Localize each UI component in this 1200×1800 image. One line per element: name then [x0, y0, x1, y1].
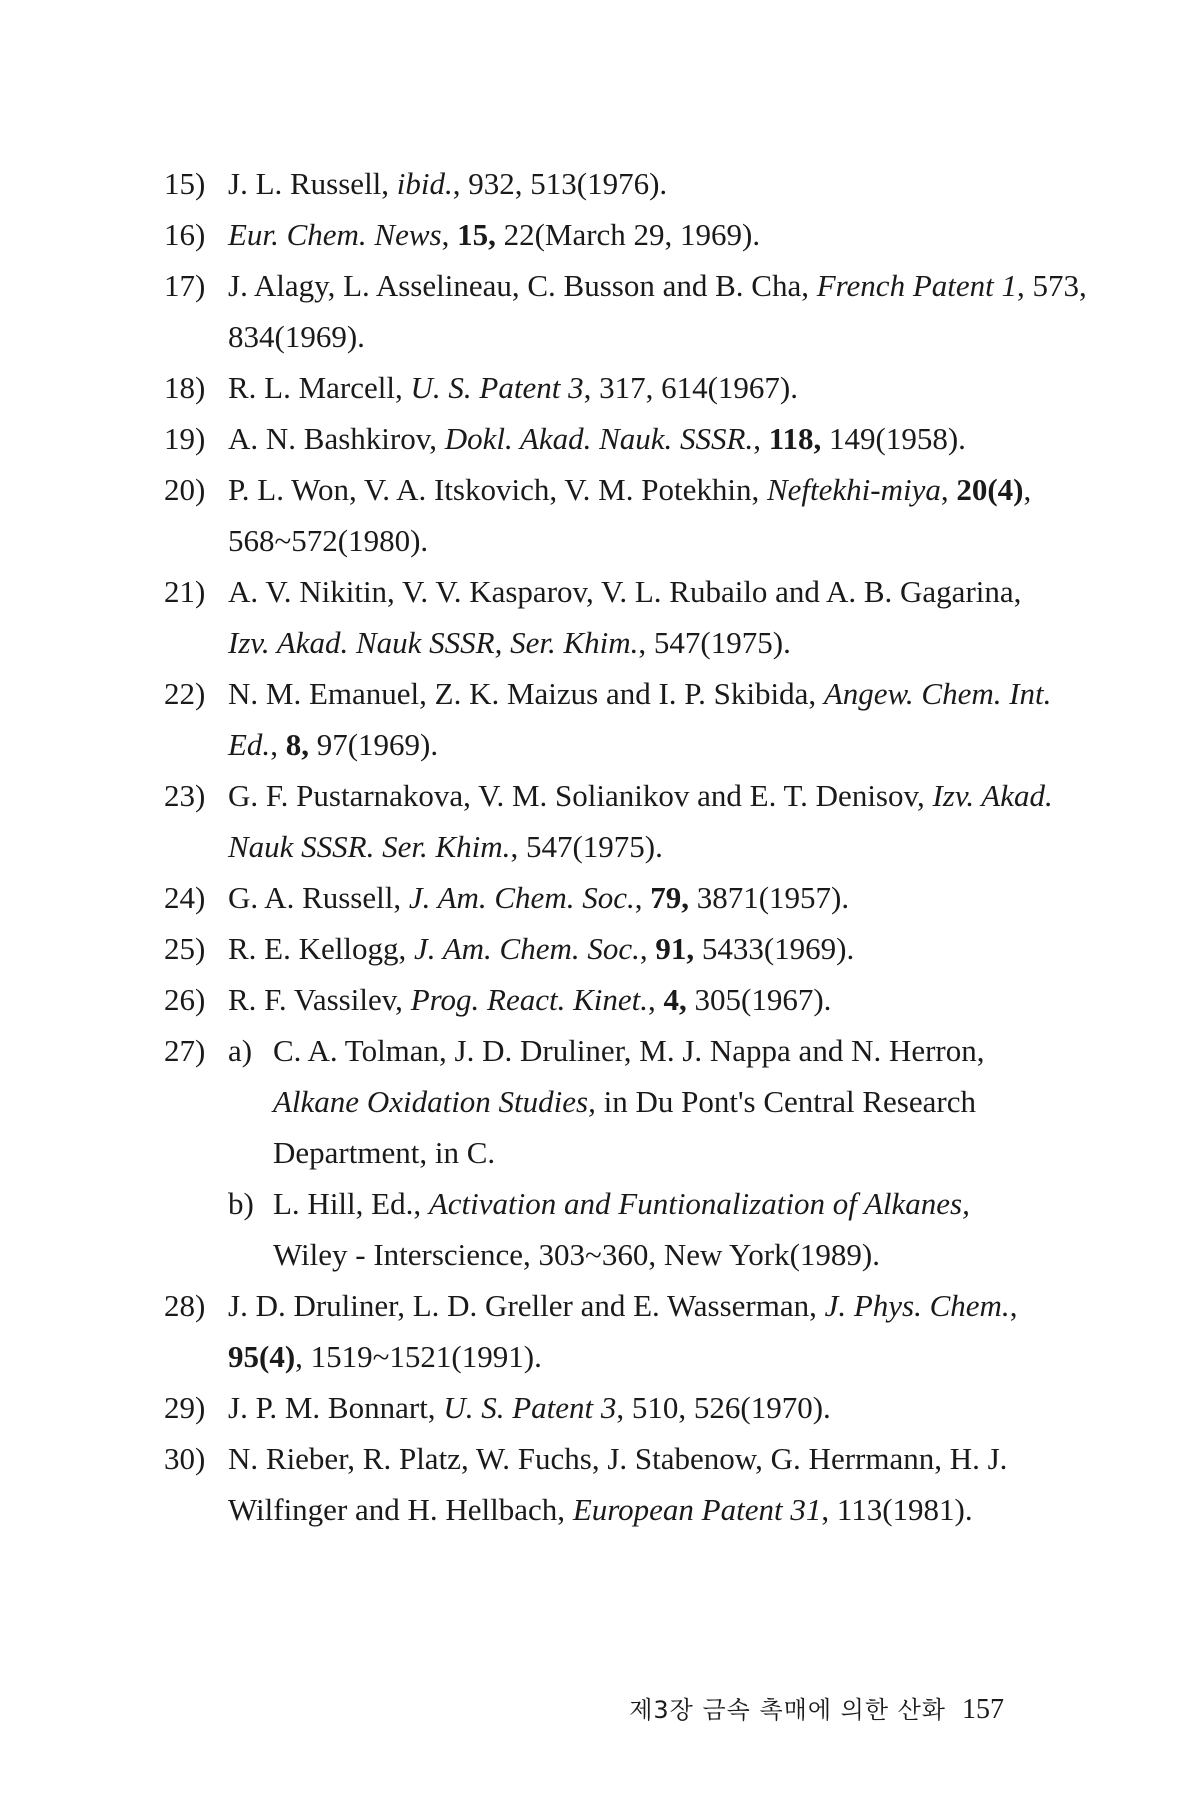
- reference-text-segment: J. D. Druliner, L. D. Greller and E. Wasserman,: [228, 1288, 825, 1323]
- reference-text-segment: 97(1969).: [308, 727, 439, 762]
- subitem-body: [273, 1025, 985, 1178]
- reference-body: [228, 974, 831, 1025]
- reference-line: [228, 617, 1021, 668]
- reference-text-segment: U. S. Patent 3: [443, 1390, 617, 1425]
- page-number: 157: [962, 1694, 1004, 1725]
- reference-body: [228, 413, 966, 464]
- reference-body: [228, 260, 1087, 362]
- reference-text-segment: 79,: [650, 880, 689, 915]
- reference-line: [228, 1433, 1007, 1484]
- reference-text-segment: J. Alagy, L. Asselineau, C. Busson and B. Cha,: [228, 268, 817, 303]
- page-footer: [629, 1690, 1004, 1726]
- reference-number: 27): [164, 1033, 206, 1068]
- reference-text-segment: Neftekhi-miya: [766, 472, 941, 507]
- reference-text-segment: Department, in C.: [273, 1135, 496, 1170]
- reference-line: [228, 413, 966, 464]
- reference-text-segment: Wilfinger and H. Hellbach,: [228, 1492, 573, 1527]
- subitem-label: b): [228, 1186, 254, 1221]
- reference-text-segment: R. L. Marcell,: [228, 370, 411, 405]
- reference-body: [228, 1433, 1007, 1535]
- reference-text-segment: G. A. Russell,: [228, 880, 409, 915]
- reference-text-segment: Wiley - Interscience, 303~360, New York(1989).: [273, 1237, 880, 1272]
- reference-text-segment: Eur. Chem. News: [228, 217, 442, 252]
- reference-line: [228, 1484, 1007, 1535]
- reference-text-segment: J. Am. Chem. Soc.: [408, 880, 635, 915]
- reference-text-segment: ,: [1009, 1288, 1018, 1323]
- reference-text-segment: J. P. M. Bonnart,: [228, 1390, 444, 1425]
- reference-number: 16): [164, 217, 206, 252]
- subitem-label: a): [228, 1033, 253, 1068]
- reference-text-segment: ,: [648, 982, 664, 1017]
- reference-number: 28): [164, 1288, 206, 1323]
- reference-number: 15): [164, 166, 206, 201]
- reference-number: 24): [164, 880, 206, 915]
- reference-text-segment: Izv. Akad.: [932, 778, 1053, 813]
- reference-body: [228, 668, 1051, 770]
- reference-line: [273, 1025, 985, 1076]
- reference-text-segment: , 317, 614(1967).: [583, 370, 798, 405]
- reference-text-segment: J. L. Russell,: [228, 166, 397, 201]
- reference-text-segment: 149(1958).: [821, 421, 966, 456]
- reference-text-segment: 4,: [663, 982, 687, 1017]
- reference-text-segment: Nauk SSSR. Ser. Khim.: [228, 829, 511, 864]
- reference-text-segment: ,: [753, 421, 769, 456]
- reference-number: 26): [164, 982, 206, 1017]
- reference-line: [228, 362, 798, 413]
- reference-text-segment: 91,: [655, 931, 695, 966]
- reference-line: [228, 923, 854, 974]
- reference-line: [228, 260, 1087, 311]
- reference-text-segment: Ed.: [228, 727, 271, 762]
- reference-text-segment: Alkane Oxidation Studies,: [273, 1084, 596, 1119]
- reference-line: [273, 1127, 985, 1178]
- reference-text-segment: P. L. Won, V. A. Itskovich, V. M. Potekhin,: [228, 472, 767, 507]
- reference-number: 18): [164, 370, 206, 405]
- reference-line: [228, 209, 760, 260]
- reference-line: [228, 1331, 1017, 1382]
- reference-text-segment: ,: [940, 472, 957, 507]
- reference-body: [228, 209, 760, 260]
- reference-text-segment: J. Am. Chem. Soc.: [414, 931, 640, 966]
- reference-line: [228, 311, 1087, 362]
- reference-text-segment: L. Hill, Ed.,: [273, 1186, 429, 1221]
- reference-body: [228, 362, 798, 413]
- reference-text-segment: 15,: [457, 217, 496, 252]
- reference-text-segment: 568~572(1980).: [228, 523, 429, 558]
- reference-body: [228, 1280, 1017, 1382]
- reference-line: [273, 1229, 970, 1280]
- subitem-body: [273, 1178, 970, 1280]
- reference-text-segment: R. E. Kellogg,: [228, 931, 414, 966]
- reference-body: [228, 464, 1031, 566]
- reference-line: [228, 1280, 1017, 1331]
- reference-text-segment: , 1519~1521(1991).: [295, 1339, 542, 1374]
- reference-text-segment: European Patent 31: [572, 1492, 822, 1527]
- reference-text-segment: Dokl. Akad. Nauk. SSSR.: [444, 421, 754, 456]
- reference-text-segment: ,: [1023, 472, 1032, 507]
- reference-text-segment: ,: [634, 880, 651, 915]
- reference-text-segment: 3871(1957).: [688, 880, 850, 915]
- reference-text-segment: , 547(1975).: [638, 625, 791, 660]
- reference-text-segment: , 932, 513(1976).: [452, 166, 668, 201]
- reference-line: [228, 974, 831, 1025]
- reference-number: 19): [164, 421, 206, 456]
- reference-line: [228, 872, 849, 923]
- reference-text-segment: 22(March 29, 1969).: [495, 217, 761, 252]
- reference-text-segment: R. F. Vassilev,: [228, 982, 411, 1017]
- reference-body: [228, 1382, 831, 1433]
- reference-text-segment: ibid.: [396, 166, 453, 201]
- reference-line: [228, 515, 1031, 566]
- reference-text-segment: A. N. Bashkirov,: [228, 421, 445, 456]
- reference-line: [228, 719, 1051, 770]
- reference-number: 21): [164, 574, 206, 609]
- reference-line: [228, 1382, 831, 1433]
- reference-number: 17): [164, 268, 206, 303]
- reference-body: [228, 923, 854, 974]
- reference-number: 20): [164, 472, 206, 507]
- reference-text-segment: 20(4): [956, 472, 1024, 507]
- reference-text-segment: ,: [639, 931, 656, 966]
- reference-text-segment: 95(4): [228, 1339, 296, 1374]
- reference-text-segment: , 573,: [1017, 268, 1087, 303]
- reference-text-segment: N. Rieber, R. Platz, W. Fuchs, J. Stabenow, G. Herrmann, H. J.: [228, 1441, 1008, 1476]
- reference-body: [228, 158, 667, 209]
- reference-text-segment: A. V. Nikitin, V. V. Kasparov, V. L. Rubailo and A. B. Gagarina,: [228, 574, 1022, 609]
- reference-line: [273, 1076, 985, 1127]
- reference-number: 30): [164, 1441, 206, 1476]
- reference-text-segment: ,: [270, 727, 286, 762]
- reference-text-segment: 834(1969).: [228, 319, 365, 354]
- reference-line: [228, 821, 1053, 872]
- reference-line: [273, 1178, 970, 1229]
- reference-line: [228, 464, 1031, 515]
- reference-text-segment: C. A. Tolman, J. D. Druliner, M. J. Nappa and N. Herron,: [273, 1033, 985, 1068]
- reference-text-segment: 5433(1969).: [694, 931, 855, 966]
- reference-text-segment: N. M. Emanuel, Z. K. Maizus and I. P. Skibida,: [228, 676, 824, 711]
- reference-line: [228, 566, 1021, 617]
- reference-text-segment: Angew. Chem. Int.: [823, 676, 1052, 711]
- reference-line: [228, 668, 1051, 719]
- reference-text-segment: G. F. Pustarnakova, V. M. Solianikov and E. T. Denisov,: [228, 778, 933, 813]
- reference-text-segment: Prog. React. Kinet.: [410, 982, 649, 1017]
- reference-number: 22): [164, 676, 206, 711]
- reference-text-segment: Izv. Akad. Nauk SSSR, Ser. Khim.: [228, 625, 639, 660]
- reference-body: [228, 770, 1053, 872]
- reference-text-segment: , 510, 526(1970).: [616, 1390, 831, 1425]
- reference-text-segment: , 113(1981).: [821, 1492, 973, 1527]
- reference-text-segment: ,: [441, 217, 458, 252]
- reference-body: [228, 872, 849, 923]
- reference-text-segment: Activation and Funtionalization of Alkanes,: [428, 1186, 970, 1221]
- reference-number: 25): [164, 931, 206, 966]
- reference-body: [228, 566, 1021, 668]
- reference-text-segment: French Patent 1: [816, 268, 1017, 303]
- reference-text-segment: 118,: [768, 421, 822, 456]
- reference-text-segment: 305(1967).: [686, 982, 832, 1017]
- reference-line: [228, 158, 667, 209]
- reference-number: 23): [164, 778, 206, 813]
- reference-text-segment: in Du Pont's Central Research: [595, 1084, 976, 1119]
- chapter-title: 제3장 금속 촉매에 의한 산화: [629, 1696, 946, 1724]
- reference-text-segment: J. Phys. Chem.: [824, 1288, 1010, 1323]
- reference-text-segment: , 547(1975).: [510, 829, 663, 864]
- reference-text-segment: 8,: [285, 727, 309, 762]
- reference-text-segment: U. S. Patent 3: [410, 370, 584, 405]
- reference-number: 29): [164, 1390, 206, 1425]
- reference-line: [228, 770, 1053, 821]
